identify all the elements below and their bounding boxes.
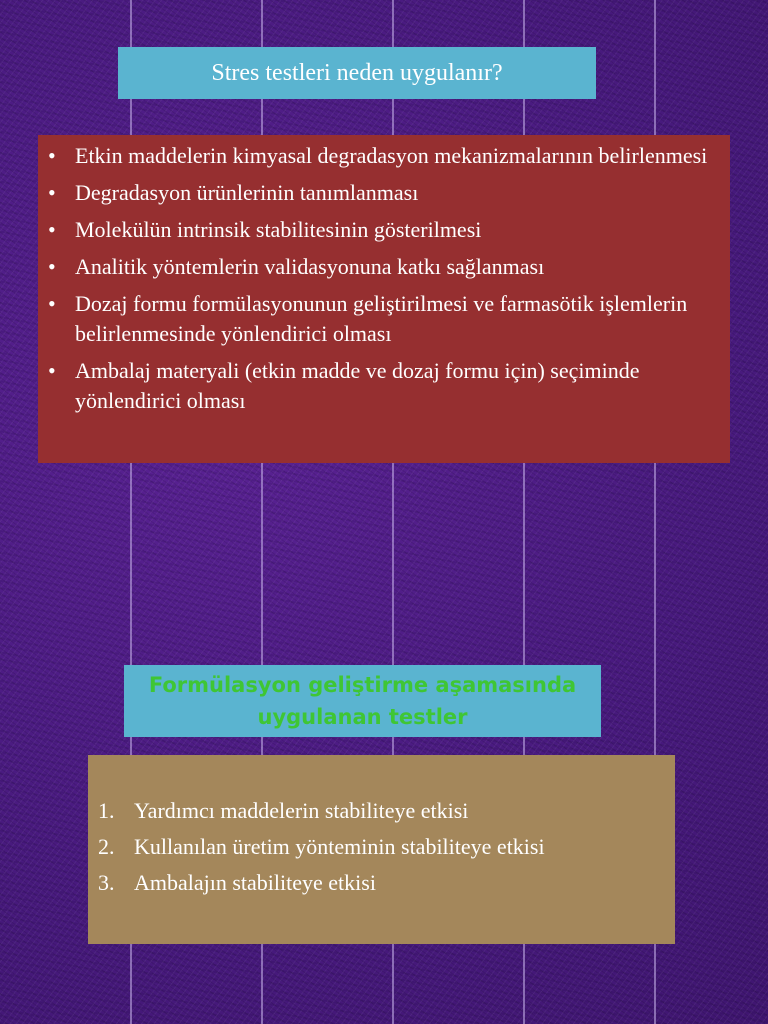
list-item — [46, 252, 720, 282]
list-item-text: Kullanılan üretim yönteminin stabiliteye etkisi — [134, 834, 545, 859]
list-item — [46, 141, 720, 171]
section2-numbered-list — [98, 793, 665, 901]
list-item-number: 2. — [98, 834, 115, 859]
bullet-icon: • — [48, 217, 56, 242]
list-item-number: 3. — [98, 870, 115, 895]
list-item-text: Yardımcı maddelerin stabiliteye etkisi — [134, 798, 469, 823]
list-item — [98, 865, 665, 901]
bullet-icon: • — [48, 254, 56, 279]
list-item — [46, 289, 720, 349]
list-item-text: Molekülün intrinsik stabilitesinin gösterilmesi — [75, 217, 482, 242]
bullet-icon: • — [48, 180, 56, 205]
section1-title-text: Stres testleri neden uygulanır? — [211, 59, 503, 86]
bullet-icon: • — [48, 291, 56, 316]
list-item — [46, 178, 720, 208]
list-item — [46, 356, 720, 416]
list-item — [98, 793, 665, 829]
section1-title — [118, 47, 596, 99]
bullet-icon: • — [48, 143, 56, 168]
section2-numbered-panel — [88, 755, 675, 944]
list-item-text: Etkin maddelerin kimyasal degradasyon mekanizmalarının belirlenmesi — [75, 143, 708, 168]
section2-title — [124, 665, 601, 737]
list-item — [46, 215, 720, 245]
list-item-text: Ambalaj materyali (etkin madde ve dozaj formu için) seçiminde yönlendirici olması — [75, 358, 640, 413]
list-item-text: Dozaj formu formülasyonunun geliştirilmesi ve farmasötik işlemlerin belirlenmesinde yönlendirici olması — [75, 291, 688, 346]
bullet-icon: • — [48, 358, 56, 383]
list-item-text: Degradasyon ürünlerinin tanımlanması — [75, 180, 419, 205]
section1-bullet-list — [46, 141, 720, 416]
section1-bullet-panel — [38, 135, 730, 463]
list-item — [98, 829, 665, 865]
list-item-number: 1. — [98, 798, 115, 823]
list-item-text: Ambalajın stabiliteye etkisi — [134, 870, 376, 895]
section2-title-text: Formülasyon geliştirme aşamasında uygulanan testler — [148, 673, 577, 729]
list-item-text: Analitik yöntemlerin validasyonuna katkı sağlanması — [75, 254, 545, 279]
